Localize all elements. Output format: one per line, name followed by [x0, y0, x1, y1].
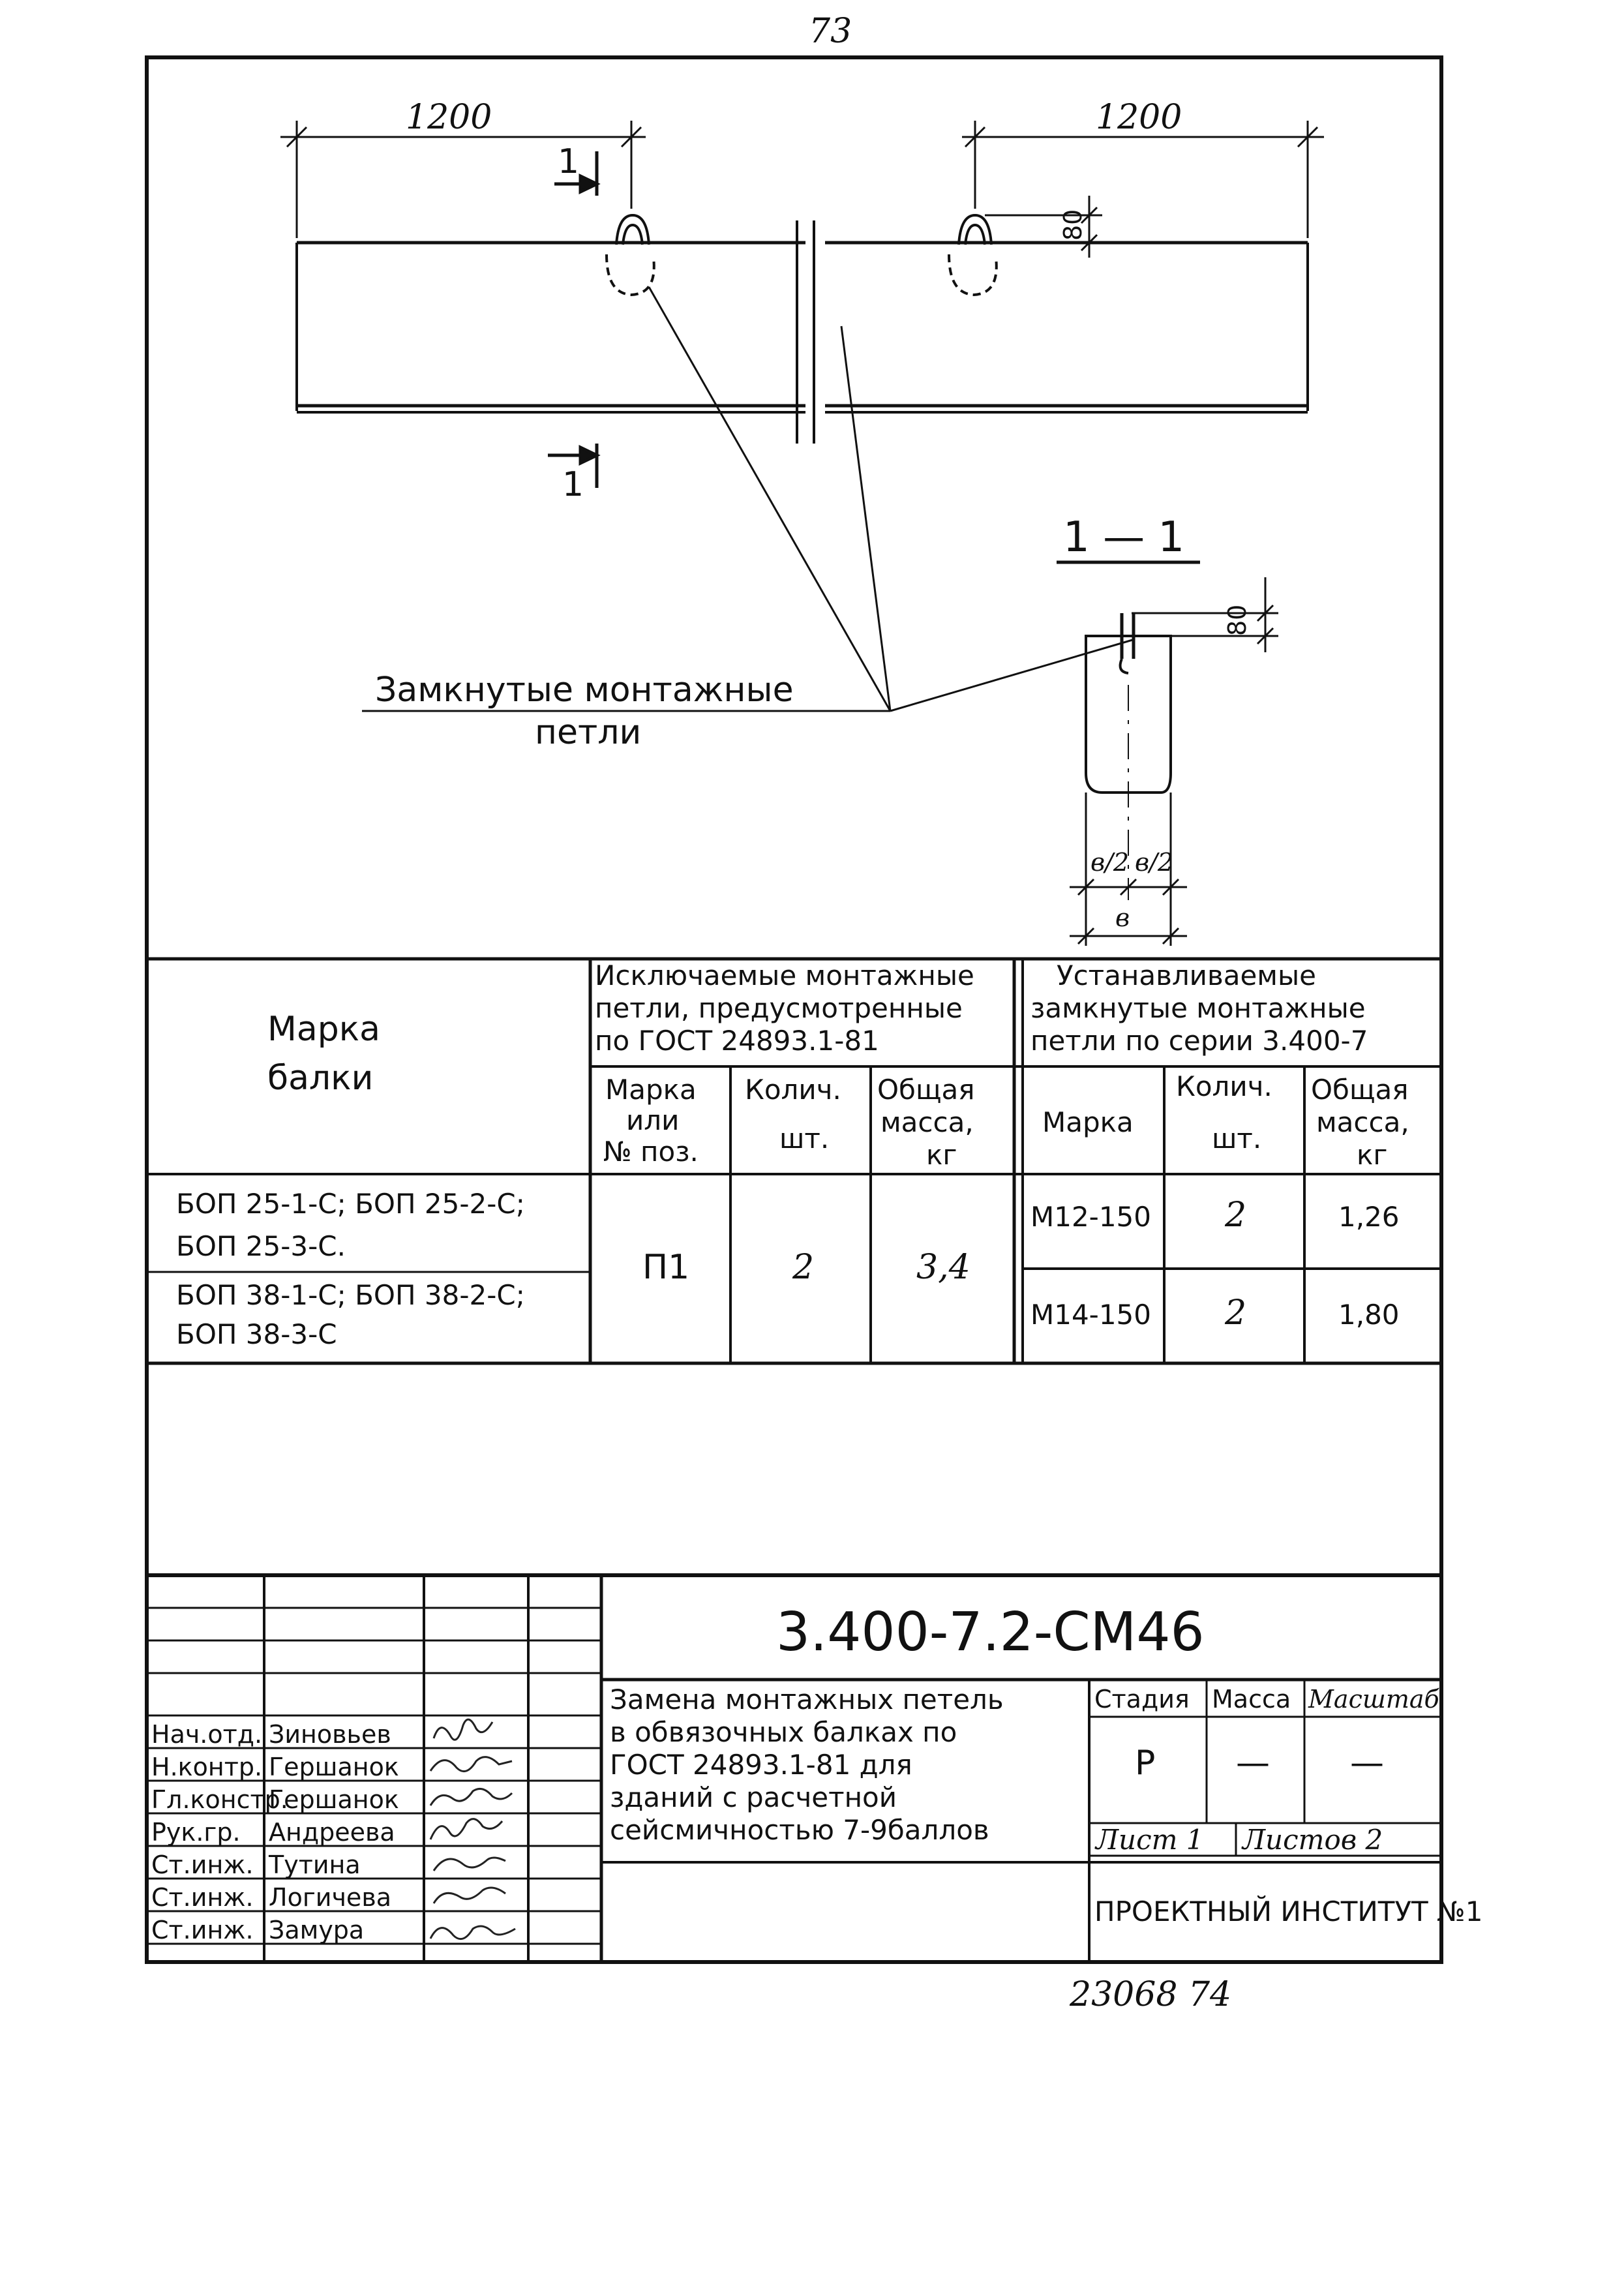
page-number: 73: [809, 12, 852, 51]
group2-title-line3: петли по серии 3.400-7: [1030, 1025, 1368, 1057]
excluded-mass: 3,4: [916, 1248, 970, 1287]
row1-mass: 1,26: [1338, 1201, 1400, 1233]
signature-role: Гл.констр.: [151, 1785, 288, 1814]
g1-mark-header-line2: или: [626, 1104, 680, 1136]
dimension-b-half-left: в/2: [1090, 848, 1130, 877]
dimension-right-label: 1200: [1096, 98, 1182, 137]
callout-label-line1: Замкнутые монтажные: [375, 671, 794, 710]
handwritten-signatures: [430, 1719, 515, 1939]
sheet-label: Лист 1: [1096, 1824, 1204, 1856]
signature-rows: [151, 1720, 399, 1944]
title-line3: ГОСТ 24893.1-81 для: [610, 1749, 912, 1781]
stage-value: Р: [1135, 1744, 1156, 1783]
lifting-loop-left: [607, 215, 654, 295]
g2-mass-header-line3: кг: [1357, 1139, 1388, 1171]
g1-qty-header-line1: Колич.: [745, 1074, 841, 1106]
mass-label: Масса: [1212, 1685, 1291, 1714]
dimension-b-half-right: в/2: [1135, 848, 1174, 877]
callout-leaders: [362, 287, 1135, 711]
beams-a-line2: БОП 25-3-С.: [176, 1230, 346, 1262]
excluded-qty: 2: [792, 1248, 815, 1287]
callout-label-line2: петли: [535, 713, 642, 752]
g1-mass-header-line2: масса,: [880, 1106, 974, 1138]
title-line5: сейсмичностью 7-9баллов: [610, 1814, 989, 1846]
group2-title-line1: Устанавливаемые: [1057, 959, 1316, 991]
excluded-mark: П1: [642, 1248, 690, 1287]
scale-label: Масштаб: [1308, 1685, 1439, 1714]
signature-role: Ст.инж.: [151, 1850, 254, 1879]
beams-b-line2: БОП 38-3-С: [176, 1318, 337, 1350]
g1-mark-header-line3: № поз.: [603, 1136, 699, 1168]
footer-note: 23068 74: [1070, 1975, 1232, 2014]
row1-mark: М12-150: [1030, 1201, 1152, 1233]
title-line2: в обвязочных балках по: [610, 1716, 957, 1748]
signature-name: Андреева: [269, 1818, 395, 1847]
signature-role: Ст.инж.: [151, 1916, 254, 1944]
sheets-label: Листов 2: [1242, 1824, 1383, 1856]
signature-role: Рук.гр.: [151, 1818, 241, 1847]
g2-mark-header: Марка: [1042, 1106, 1134, 1138]
group2-title-line2: замкнутые монтажные: [1030, 992, 1366, 1024]
g2-qty-header-line1: Колич.: [1176, 1070, 1272, 1102]
header-mark-line1: Марка: [267, 1010, 381, 1049]
section-mark-top-label: 1: [558, 142, 580, 181]
row2-mark: М14-150: [1030, 1299, 1152, 1331]
dimension-80-loop-label: 80: [1059, 209, 1087, 241]
mass-value: —: [1236, 1744, 1270, 1783]
g2-mass-header-line1: Общая: [1311, 1074, 1409, 1106]
signature-name: Тутина: [269, 1850, 361, 1879]
signature-name: Гершанок: [269, 1753, 399, 1781]
g2-mass-header-line2: масса,: [1316, 1106, 1409, 1138]
signature-role: Н.контр.: [151, 1753, 263, 1781]
section-mark-bottom-label: 1: [562, 465, 584, 504]
header-mark-line2: балки: [267, 1059, 374, 1098]
g1-qty-header-line2: шт.: [779, 1123, 830, 1155]
section-title: 1 — 1: [1063, 513, 1185, 562]
group1-title-line1: Исключаемые монтажные: [595, 959, 974, 991]
title-line4: зданий с расчетной: [610, 1781, 897, 1813]
drawing-code: 3.400-7.2-СМ46: [776, 1601, 1205, 1663]
scale-value: —: [1350, 1744, 1384, 1783]
dimension-80-section-label: 80: [1223, 604, 1252, 636]
beams-a-line1: БОП 25-1-С; БОП 25-2-С;: [176, 1188, 525, 1220]
signature-role: Нач.отд.: [151, 1720, 263, 1749]
g1-mass-header-line3: кг: [926, 1139, 957, 1171]
dimension-b: в: [1115, 903, 1130, 932]
beams-b-line1: БОП 38-1-С; БОП 38-2-С;: [176, 1279, 525, 1311]
g1-mass-header-line1: Общая: [877, 1074, 975, 1106]
lifting-loop-right: [949, 215, 997, 295]
beam-elevation: [297, 220, 1308, 444]
signature-name: Зиновьев: [269, 1720, 391, 1749]
g2-qty-header-line2: шт.: [1212, 1123, 1262, 1155]
row1-qty: 2: [1225, 1196, 1247, 1235]
dimension-left-label: 1200: [406, 98, 492, 137]
g1-mark-header-line1: Марка: [605, 1074, 697, 1106]
dimension-right-1200: [962, 121, 1324, 238]
title-line1: Замена монтажных петель: [610, 1684, 1004, 1715]
group1-title-line3: по ГОСТ 24893.1-81: [595, 1025, 879, 1057]
signature-name: Замура: [269, 1916, 365, 1944]
institute-name: ПРОЕКТНЫЙ ИНСТИТУТ №1: [1094, 1896, 1483, 1927]
row2-mass: 1,80: [1338, 1299, 1400, 1331]
stage-label: Стадия: [1094, 1685, 1190, 1714]
signature-role: Ст.инж.: [151, 1883, 254, 1912]
row2-qty: 2: [1225, 1293, 1247, 1333]
signature-name: Логичева: [269, 1883, 391, 1912]
signature-name: Гершанок: [269, 1785, 399, 1814]
group1-title-line2: петли, предусмотренные: [595, 992, 963, 1024]
